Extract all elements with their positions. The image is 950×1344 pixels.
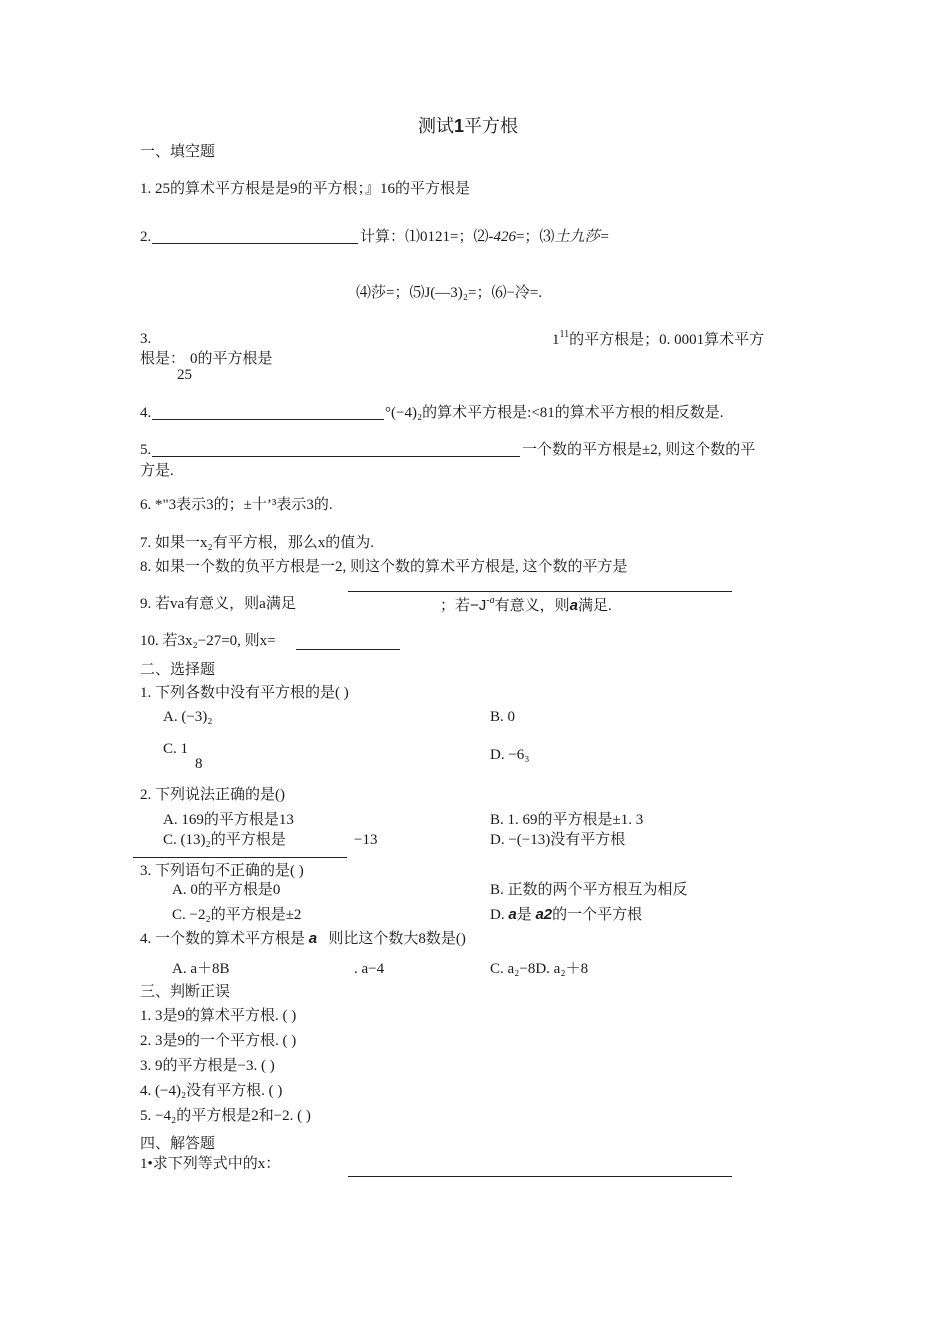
answer-blank-line xyxy=(152,243,358,244)
choice-3-d-label: D. xyxy=(490,907,505,923)
question-2-part-b: -426 xyxy=(488,229,516,245)
choice-2-option-d: D. −(−13)没有平方根 xyxy=(490,832,626,848)
question-3-right-text: 的平方根是；0. 0001算术平方 xyxy=(569,332,765,348)
choice-1: 1. 下列各数中没有平方根的是( ) xyxy=(140,685,349,701)
answer-blank-line xyxy=(348,591,732,592)
choice-3-option-b: B. 正数的两个平方根互为相反 xyxy=(490,882,688,898)
question-3-right xyxy=(552,329,764,349)
choice-1-option-a: A. (−3)₂ xyxy=(163,709,213,725)
section-heading-true-false: 三、判断正误 xyxy=(140,984,231,1000)
choice-3-option-d xyxy=(490,906,642,924)
choice-2-option-a: A. 169的平方根是13 xyxy=(163,812,294,828)
title-number: 1 xyxy=(454,116,465,136)
question-4: °(−4)₂的算术平方根是:<81的算术平方根的相反数是. xyxy=(385,405,724,421)
choice-3-d-var-squared: a2 xyxy=(535,906,553,923)
question-7: 7. 如果一x₂有平方根，那么x的值为. xyxy=(140,535,374,551)
choice-3: 3. 下列语句不正确的是( ) xyxy=(140,863,304,879)
section-heading-fill-blank: 一、填空题 xyxy=(140,144,216,160)
section-heading-solve: 四、解答题 xyxy=(140,1136,216,1152)
question-3-one: 1 xyxy=(552,332,560,348)
question-9-part-2 xyxy=(440,595,612,615)
choice-4-part-a: 4. 一个数的算术平方根是 xyxy=(140,931,306,947)
question-2-line-2: ⑷莎=；⑸J(—3)₂=；⑹−冷=. xyxy=(356,285,543,301)
choice-4-var: a xyxy=(308,930,318,947)
question-2-part-d: 土九莎= xyxy=(554,229,610,245)
choice-4-option-c: C. a₂−8D. a₂＋8 xyxy=(490,961,589,977)
judge-3: 3. 9的平方根是−3. ( ) xyxy=(140,1058,275,1074)
question-5-line-2: 方是. xyxy=(140,463,174,479)
divider-line xyxy=(133,857,347,858)
choice-1-option-c-denominator: 8 xyxy=(195,756,203,772)
choice-2-option-c: C. (13)₂的平方根是 xyxy=(163,832,286,848)
judge-4: 4. (−4)₂没有平方根. ( ) xyxy=(140,1083,283,1099)
choice-2-option-b: B. 1. 69的平方根是±1. 3 xyxy=(490,812,644,828)
choice-2-option-c-value: −13 xyxy=(354,832,378,848)
question-2 xyxy=(360,228,610,246)
choice-3-d-rest: 的一个平方根 xyxy=(552,907,643,923)
question-1: 1. 25的算术平方根是是9的平方根；』16的平方根是 xyxy=(140,181,471,197)
choice-4 xyxy=(140,930,466,948)
choice-1-option-d: D. −6₃ xyxy=(490,747,530,763)
question-3-zero: 0的平方根是 xyxy=(190,351,273,367)
answer-blank-line xyxy=(348,1176,732,1177)
solve-1: 1•求下列等式中的x： xyxy=(140,1156,281,1172)
answer-blank-line xyxy=(152,456,520,457)
choice-4-option-b: . a−4 xyxy=(354,961,385,977)
choice-3-option-a: A. 0的平方根是0 xyxy=(172,882,281,898)
question-9-ruo: ；若 xyxy=(440,598,471,614)
page-title xyxy=(418,116,518,138)
question-5: 一个数的平方根是±2, 则这个数的平 xyxy=(522,442,756,458)
question-3-denominator: 25 xyxy=(177,367,192,383)
question-9-var: a xyxy=(569,597,578,614)
question-2-part-c: =；⑶ xyxy=(515,229,555,245)
question-4-number: 4. xyxy=(140,405,152,421)
choice-1-option-c: C. 1 xyxy=(163,741,189,757)
judge-1: 1. 3是9的算术平方根. ( ) xyxy=(140,1008,297,1024)
question-5-number: 5. xyxy=(140,442,152,458)
question-3-number: 3. xyxy=(140,331,152,347)
choice-4-option-a: A. a＋8B xyxy=(172,961,230,977)
judge-5: 5. −4₂的平方根是2和−2. ( ) xyxy=(140,1108,311,1124)
question-6: 6. *"3表示3的；±十’³表示3的. xyxy=(140,497,333,513)
question-2-number: 2. xyxy=(140,229,152,245)
question-9-meaning: 有意义，则 xyxy=(494,598,570,614)
answer-blank-line xyxy=(152,419,384,420)
choice-4-part-c: 则比这个数大8数是() xyxy=(328,931,466,947)
title-part-2: 平方根 xyxy=(464,116,519,136)
choice-3-option-c: C. −2₂的平方根是±2 xyxy=(172,907,302,923)
section-heading-choice: 二、选择题 xyxy=(140,662,216,678)
title-part-1: 测试 xyxy=(418,116,454,136)
choice-1-option-b: B. 0 xyxy=(490,709,516,725)
question-9-root: −J xyxy=(470,597,487,614)
question-3-line-2: 根是： xyxy=(140,351,186,367)
question-8: 8. 如果一个数的负平方根是一2, 则这个数的算术平方根是, 这个数的平方是 xyxy=(140,559,628,575)
choice-2: 2. 下列说法正确的是() xyxy=(140,787,285,803)
question-3-superscript: 11 xyxy=(559,329,570,340)
question-10: 10. 若3x₂−27=0, 则x= xyxy=(140,633,276,649)
question-2-part-a: 计算：⑴0121=；⑵ xyxy=(360,229,489,245)
question-9-satisfy: 满足. xyxy=(577,598,612,614)
choice-3-d-is: 是 xyxy=(516,907,532,923)
choice-3-d-var: a xyxy=(508,906,517,923)
question-9-superscript: -a xyxy=(486,595,495,606)
answer-blank-line xyxy=(296,649,400,650)
judge-2: 2. 3是9的一个平方根. ( ) xyxy=(140,1033,297,1049)
question-9-part-1: 9. 若va有意义，则a满足 xyxy=(140,596,296,612)
